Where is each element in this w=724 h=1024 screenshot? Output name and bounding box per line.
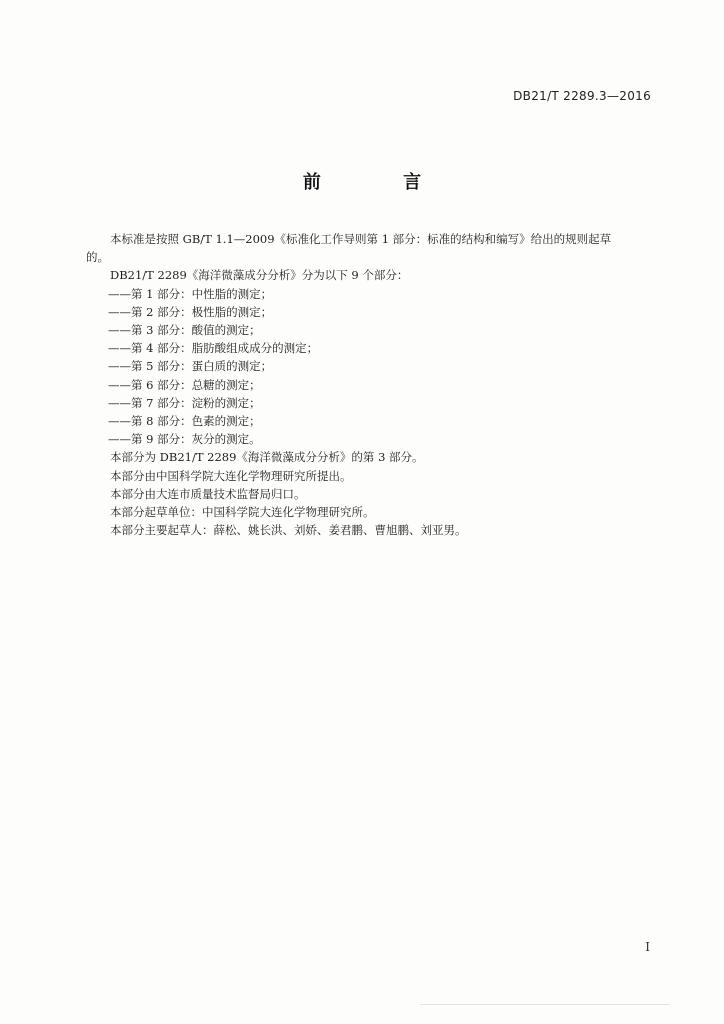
part-item-7: ——第 7 部分：淀粉的测定； xyxy=(108,395,261,410)
part-item-8: ——第 8 部分：色素的测定； xyxy=(108,414,261,429)
scan-artifact-line xyxy=(420,1004,670,1005)
part-item-9: ——第 9 部分：灰分的测定。 xyxy=(108,432,261,447)
part-item-5: ——第 5 部分：蛋白质的测定； xyxy=(108,359,273,374)
statement-drafters: 本部分主要起草人：薛松、姚长洪、刘娇、姜君鹏、曹旭鹏、刘亚男。 xyxy=(110,523,467,538)
page-title: 前 言 xyxy=(302,172,460,193)
part-item-2: ——第 2 部分：极性脂的测定； xyxy=(108,304,273,319)
part-item-6: ——第 6 部分：总糖的测定； xyxy=(108,377,261,392)
statement-proposer: 本部分由中国科学院大连化学物理研究所提出。 xyxy=(110,468,352,483)
part-item-3: ——第 3 部分：酸值的测定； xyxy=(108,323,261,338)
intro-line-1: 本标准是按照 GB/T 1.1—2009《标准化工作导则第 1 部分：标准的结构和编写》给出的规则起草 xyxy=(110,232,612,246)
statement-drafting-unit: 本部分起草单位：中国科学院大连化学物理研究所。 xyxy=(110,505,375,520)
series-intro: DB21/T 2289《海洋微藻成分分析》分为以下 9 个部分： xyxy=(110,268,409,283)
statement-administrator: 本部分由大连市质量技术监督局归口。 xyxy=(110,486,306,501)
page-number: I xyxy=(645,940,650,954)
intro-line-2: 的。 xyxy=(86,250,109,265)
part-item-4: ——第 4 部分：脂肪酸组成成分的测定； xyxy=(108,341,319,356)
statement-part-number: 本部分为 DB21/T 2289《海洋微藻成分分析》的第 3 部分。 xyxy=(110,450,424,465)
body-text xyxy=(86,230,666,539)
part-item-1: ——第 1 部分：中性脂的测定； xyxy=(108,286,273,301)
standard-code: DB21/T 2289.3—2016 xyxy=(513,89,651,103)
